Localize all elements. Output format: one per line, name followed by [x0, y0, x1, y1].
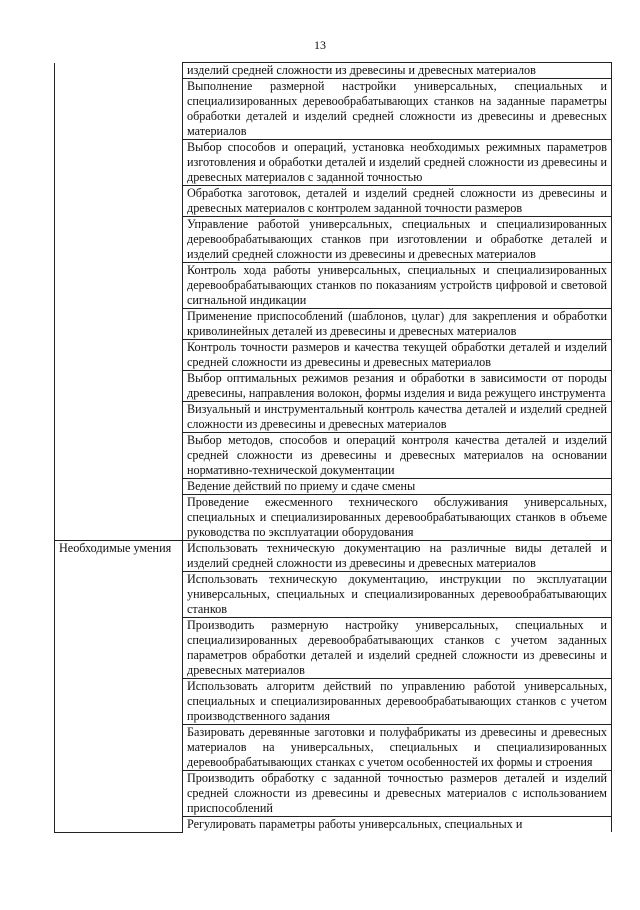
requirement-item: Базировать деревянные заготовки и полуфабрикаты из древесины и древесных материалов на универсальных, специальных и специализированных деревообрабатывающих станках с учетом особенностей их формы и строения: [183, 725, 612, 771]
requirement-item: Использовать техническую документацию, инструкции по эксплуатации универсальных, специальных и специализированных деревообрабатывающих станков: [183, 572, 612, 618]
requirement-item: Ведение действий по приему и сдаче смены: [183, 479, 612, 495]
requirement-item: изделий средней сложности из древесины и древесных материалов: [183, 63, 612, 79]
requirement-item: Регулировать параметры работы универсальных, специальных и: [183, 817, 612, 833]
requirement-item: Использовать алгоритм действий по управлению работой универсальных, специальных и специализированных деревообрабатывающих станков с учетом производственного задания: [183, 679, 612, 725]
requirement-item: Визуальный и инструментальный контроль качества деталей и изделий средней сложности из древесины и древесных материалов: [183, 402, 612, 433]
requirement-item: Производить обработку с заданной точностью размеров деталей и изделий средней сложности из древесины и древесных материалов с использованием приспособлений: [183, 771, 612, 817]
section-label: Необходимые умения: [55, 541, 183, 833]
requirement-item: Выбор оптимальных режимов резания и обработки в зависимости от породы древесины, направления волокон, формы изделия и вида режущего инструмента: [183, 371, 612, 402]
requirement-item: Выбор методов, способов и операций контроля качества деталей и изделий средней сложности из древесины и древесных материалов на основании нормативно-технической документации: [183, 433, 612, 479]
table-row: [55, 541, 612, 572]
requirements-table: [54, 62, 612, 833]
requirement-item: Контроль хода работы универсальных, специальных и специализированных деревообрабатывающих станков по показаниям устройств цифровой и световой сигнальной индикации: [183, 263, 612, 309]
requirement-item: Производить размерную настройку универсальных, специальных и специализированных деревообрабатывающих станков с учетом заданных параметров обработки деталей и изделий средней сложности из древесины и древесных материалов: [183, 618, 612, 679]
page-number: 13: [314, 38, 326, 52]
requirement-item: Выполнение размерной настройки универсальных, специальных и специализированных деревообрабатывающих станков на заданные параметры обработки деталей и изделий средней сложности из древесины и древесных материалов: [183, 79, 612, 140]
requirement-item: Проведение ежесменного технического обслуживания универсальных, специальных и специализированных деревообрабатывающих станков в объеме руководства по эксплуатации оборудования: [183, 495, 612, 541]
requirement-item: Управление работой универсальных, специальных и специализированных деревообрабатывающих станков при изготовлении и обработке деталей и изделий средней сложности из древесины и древесных материалов: [183, 217, 612, 263]
requirement-item: Применение приспособлений (шаблонов, цулаг) для закрепления и обработки криволинейных деталей из древесины и древесных материалов: [183, 309, 612, 340]
requirements-table-body: [55, 63, 612, 833]
requirement-item: Использовать техническую документацию на различные виды деталей и изделий средней сложности из древесины и древесных материалов: [183, 541, 612, 572]
requirement-item: Контроль точности размеров и качества текущей обработки деталей и изделий средней сложности из древесины и древесных материалов: [183, 340, 612, 371]
requirement-item: Обработка заготовок, деталей и изделий средней сложности из древесины и древесных материалов с контролем заданной точности размеров: [183, 186, 612, 217]
table-row: [55, 63, 612, 79]
requirement-item: Выбор способов и операций, установка необходимых режимных параметров изготовления и обработки деталей и изделий средней сложности из древесины и древесных материалов с заданной точностью: [183, 140, 612, 186]
section-label: [55, 63, 183, 541]
